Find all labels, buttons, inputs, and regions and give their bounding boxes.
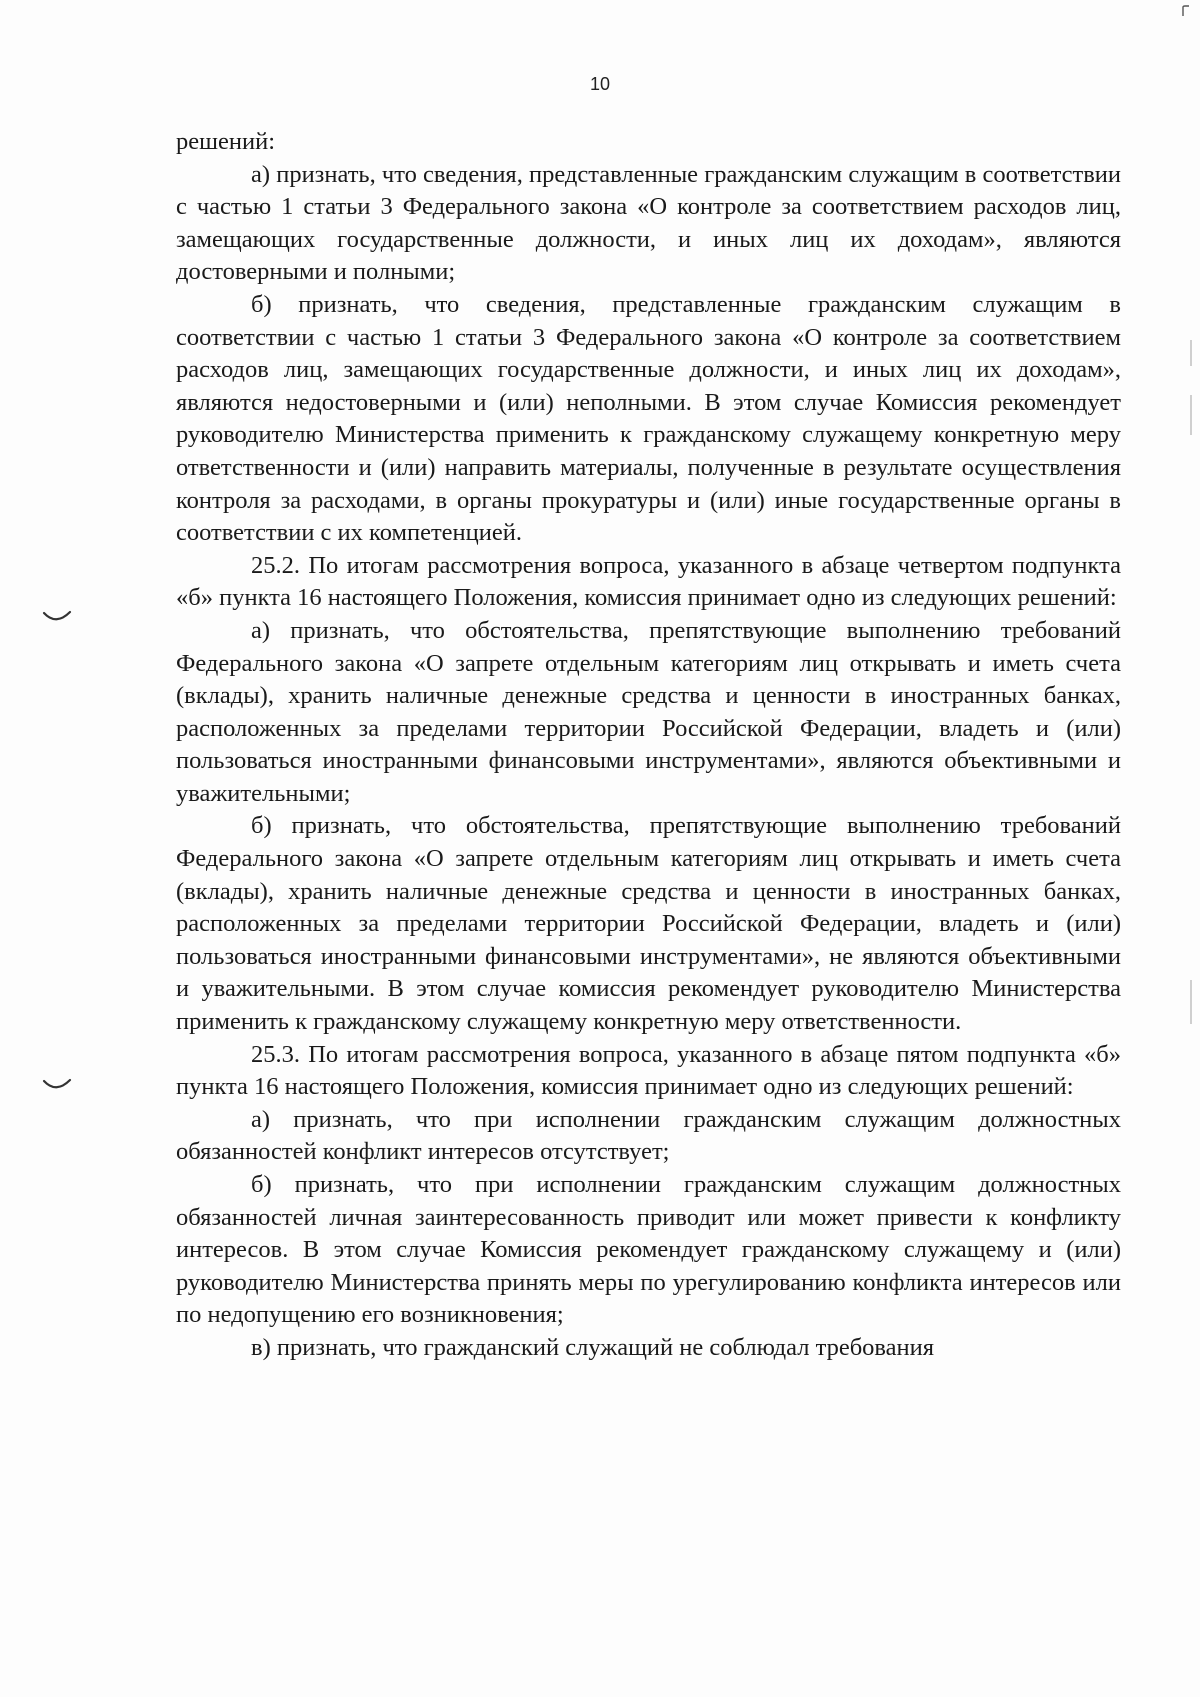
hole-punch-mark bbox=[42, 1078, 72, 1092]
paragraph-continuation: решений: bbox=[176, 128, 276, 155]
scan-edge-mark bbox=[1190, 395, 1192, 435]
hole-punch-mark bbox=[42, 610, 72, 624]
scan-edge-mark bbox=[1190, 340, 1192, 366]
paragraph-item-b: б) признать, что сведения, представленные гражданским служащим в соответствии с частью 1 статьи 3 Федерального закона «О контроле за соответствием расходов лиц, замещающих государственные должности, и иных лиц их доходам», являются недостоверными и (или) неполными. В этом случае Комиссия рекомендует руководителю Министерства применить к гражданскому служащему конкретную меру ответственности и (или) направить материалы, полученные в результате осуществления контроля за расходами, в органы прокуратуры и (или) иные государственные органы в соответствии с их компетенцией. bbox=[176, 290, 1121, 547]
scan-corner-mark bbox=[1182, 4, 1190, 16]
page-number: 10 bbox=[589, 74, 611, 94]
paragraph-item-b: б) признать, что обстоятельства, препятствующие выполнению требований Федерального закона «О запрете отдельным категориям лиц открывать и иметь счета (вклады), хранить наличные денежные средства и ценности в иностранных банках, расположенных за пределами территории Российской Федерации, владеть и (или) пользоваться иностранными финансовыми инструментами», не являются объективными и уважительными. В этом случае комиссия рекомендует руководителю Министерства применить к гражданскому служащему конкретную меру ответственности. bbox=[176, 812, 1121, 1036]
paragraph-item-a: а) признать, что при исполнении гражданским служащим должностных обязанностей конфликт интересов отсутствует; bbox=[176, 1105, 1121, 1166]
scan-edge-mark bbox=[1190, 980, 1192, 1024]
paragraph-item-b: б) признать, что при исполнении гражданским служащим должностных обязанностей личная заинтересованность приводит или может привести к конфликту интересов. В этом случае Комиссия рекомендует гражданскому служащему и (или) руководителю Министерства принять меры по урегулированию конфликта интересов или по недопущению его возникновения; bbox=[176, 1171, 1121, 1329]
document-body bbox=[176, 126, 1121, 1365]
paragraph-section-25-2: 25.2. По итогам рассмотрения вопроса, указанного в абзаце четвертом подпункта «б» пункта 16 настоящего Положения, комиссия принимает одно из следующих решений: bbox=[176, 551, 1121, 612]
paragraph-section-25-3: 25.3. По итогам рассмотрения вопроса, указанного в абзаце пятом подпункта «б» пункта 16 настоящего Положения, комиссия принимает одно из следующих решений: bbox=[176, 1040, 1121, 1101]
paragraph-item-v: в) признать, что гражданский служащий не соблюдал требования bbox=[251, 1333, 935, 1361]
paragraph-item-a: а) признать, что обстоятельства, препятствующие выполнению требований Федерального закона «О запрете отдельным категориям лиц открывать и иметь счета (вклады), хранить наличные денежные средства и ценности в иностранных банках, расположенных за пределами территории Российской Федерации, владеть и (или) пользоваться иностранными финансовыми инструментами», являются объективными и уважительными; bbox=[176, 616, 1121, 807]
paragraph-item-a: а) признать, что сведения, представленные гражданским служащим в соответствии с частью 1 статьи 3 Федерального закона «О контроле за соответствием расходов лиц, замещающих государственные должности, и иных лиц их доходам», являются достоверными и полными; bbox=[176, 160, 1121, 286]
